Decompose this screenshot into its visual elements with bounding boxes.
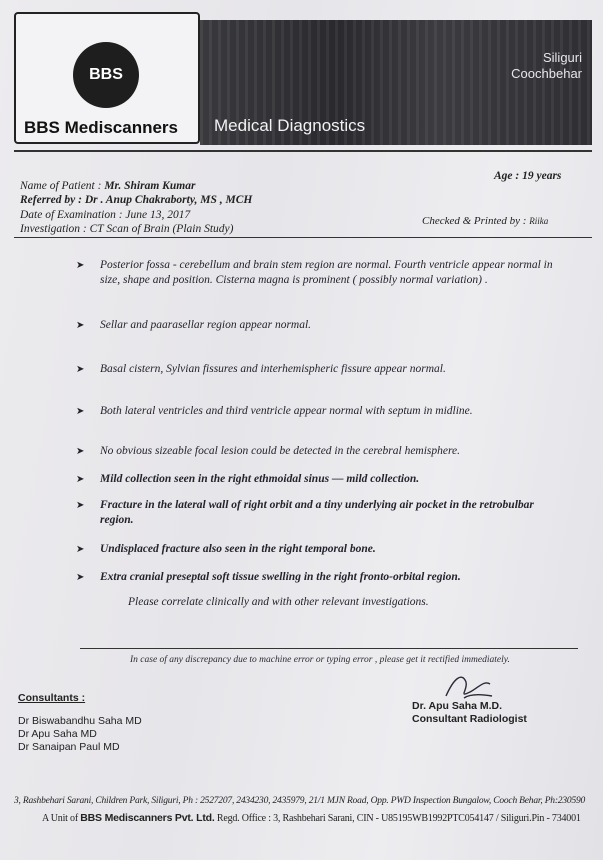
finding-item	[76, 570, 566, 585]
consultant-name: Dr Sanaipan Paul MD	[18, 741, 120, 753]
investigation: CT Scan of Brain (Plain Study)	[89, 223, 234, 235]
correlate-note: Please correlate clinically and with other relevant investigations.	[128, 596, 429, 608]
logo-box	[14, 12, 200, 144]
unit-prefix: A Unit of	[42, 813, 78, 824]
finding-text: Undisplaced fracture also seen in the right temporal bone.	[100, 543, 376, 555]
patient-age: 19 years	[522, 170, 562, 182]
registered-office: Regd. Office : 3, Rashbehari Sarani, CIN - U85195WB1992PTC054147 / Siliguri.Pin - 734001	[216, 813, 581, 824]
finding-text: Posterior fossa - cerebellum and brain stem region are normal. Fourth ventricle appear normal in size, shape and position. Cisterna magna is prominent ( possibly normal variation) .	[100, 259, 553, 286]
finding-item	[76, 472, 566, 487]
arrow-bullet-icon: ➤	[76, 572, 85, 583]
finding-item	[76, 318, 566, 333]
footer-address: 3, Rashbehari Sarani, Children Park, Siliguri, Ph : 2527207, 2434230, 2435979, 21/1 MJN Road, Opp. PWD Inspection Bungalow, Cooch Behar, Ph:230590	[14, 796, 586, 806]
finding-item	[76, 498, 566, 528]
footer-rule	[80, 648, 578, 649]
finding-item	[76, 444, 566, 459]
arrow-bullet-icon: ➤	[76, 260, 85, 271]
brand-name: BBS Mediscanners	[24, 118, 178, 137]
arrow-bullet-icon: ➤	[76, 474, 85, 485]
arrow-bullet-icon: ➤	[76, 406, 85, 417]
patient-name: Mr. Shiram Kumar	[104, 180, 196, 192]
date-label: Date of Examination :	[20, 209, 123, 221]
arrow-bullet-icon: ➤	[76, 320, 85, 331]
finding-text: No obvious sizeable focal lesion could be detected in the cerebral hemisphere.	[100, 445, 461, 457]
header-rule	[14, 150, 592, 152]
finding-text: Both lateral ventricles and third ventricle appear normal with septum in midline.	[100, 405, 473, 417]
signatory	[412, 700, 527, 726]
signatory-name: Dr. Apu Saha M.D.	[412, 700, 503, 712]
consultants-heading: Consultants :	[18, 692, 86, 704]
consultant-name: Dr Apu Saha MD	[18, 728, 97, 740]
referred-label: Referred by :	[20, 194, 82, 206]
patient-name-line	[20, 180, 195, 192]
footer-company	[42, 812, 581, 824]
investigation-label: Investigation :	[20, 223, 87, 235]
exam-date: June 13, 2017	[125, 209, 191, 221]
checked-by: Riika	[529, 216, 549, 226]
logo-mark: BBS	[73, 42, 139, 108]
header-banner	[200, 20, 592, 145]
finding-text: Sellar and paarasellar region appear normal.	[100, 319, 312, 331]
finding-item	[76, 258, 566, 288]
arrow-bullet-icon: ➤	[76, 500, 85, 511]
finding-item	[76, 362, 566, 377]
finding-text: Extra cranial preseptal soft tissue swelling in the right fronto-orbital region.	[100, 571, 461, 583]
age-label: Age :	[494, 170, 520, 182]
referred-line	[20, 194, 252, 206]
finding-item	[76, 404, 566, 419]
banner-title: Medical Diagnostics	[214, 116, 366, 135]
patient-name-label: Name of Patient :	[20, 180, 102, 192]
city-siliguri: Siliguri	[542, 50, 582, 65]
date-line	[20, 209, 190, 221]
checked-label: Checked & Printed by :	[422, 215, 527, 227]
signature-icon	[440, 668, 496, 704]
consultant-name: Dr Biswabandhu Saha MD	[18, 715, 142, 727]
finding-text: Fracture in the lateral wall of right orbit and a tiny underlying air pocket in the retrobulbar region.	[100, 499, 534, 526]
consultants-list	[18, 715, 142, 754]
finding-text: Mild collection seen in the right ethmoidal sinus — mild collection.	[100, 473, 420, 485]
disclaimer: In case of any discrepancy due to machine error or typing error , please get it rectified immediately.	[130, 655, 510, 665]
finding-text: Basal cistern, Sylvian fissures and interhemispheric fissure appear normal.	[100, 363, 446, 375]
finding-item	[76, 542, 566, 557]
patient-age-line	[494, 170, 561, 182]
unit-brand: BBS Mediscanners Pvt. Ltd.	[80, 812, 215, 824]
arrow-bullet-icon: ➤	[76, 364, 85, 375]
investigation-line	[20, 223, 233, 235]
city-coochbehar: Coochbehar	[511, 66, 582, 81]
referred-by: Dr . Anup Chakraborty, MS , MCH	[84, 194, 253, 206]
banner-cities	[511, 50, 582, 82]
arrow-bullet-icon: ➤	[76, 446, 85, 457]
patient-rule	[14, 237, 592, 238]
signatory-title: Consultant Radiologist	[412, 713, 527, 725]
checked-line	[422, 215, 548, 227]
arrow-bullet-icon: ➤	[76, 544, 85, 555]
